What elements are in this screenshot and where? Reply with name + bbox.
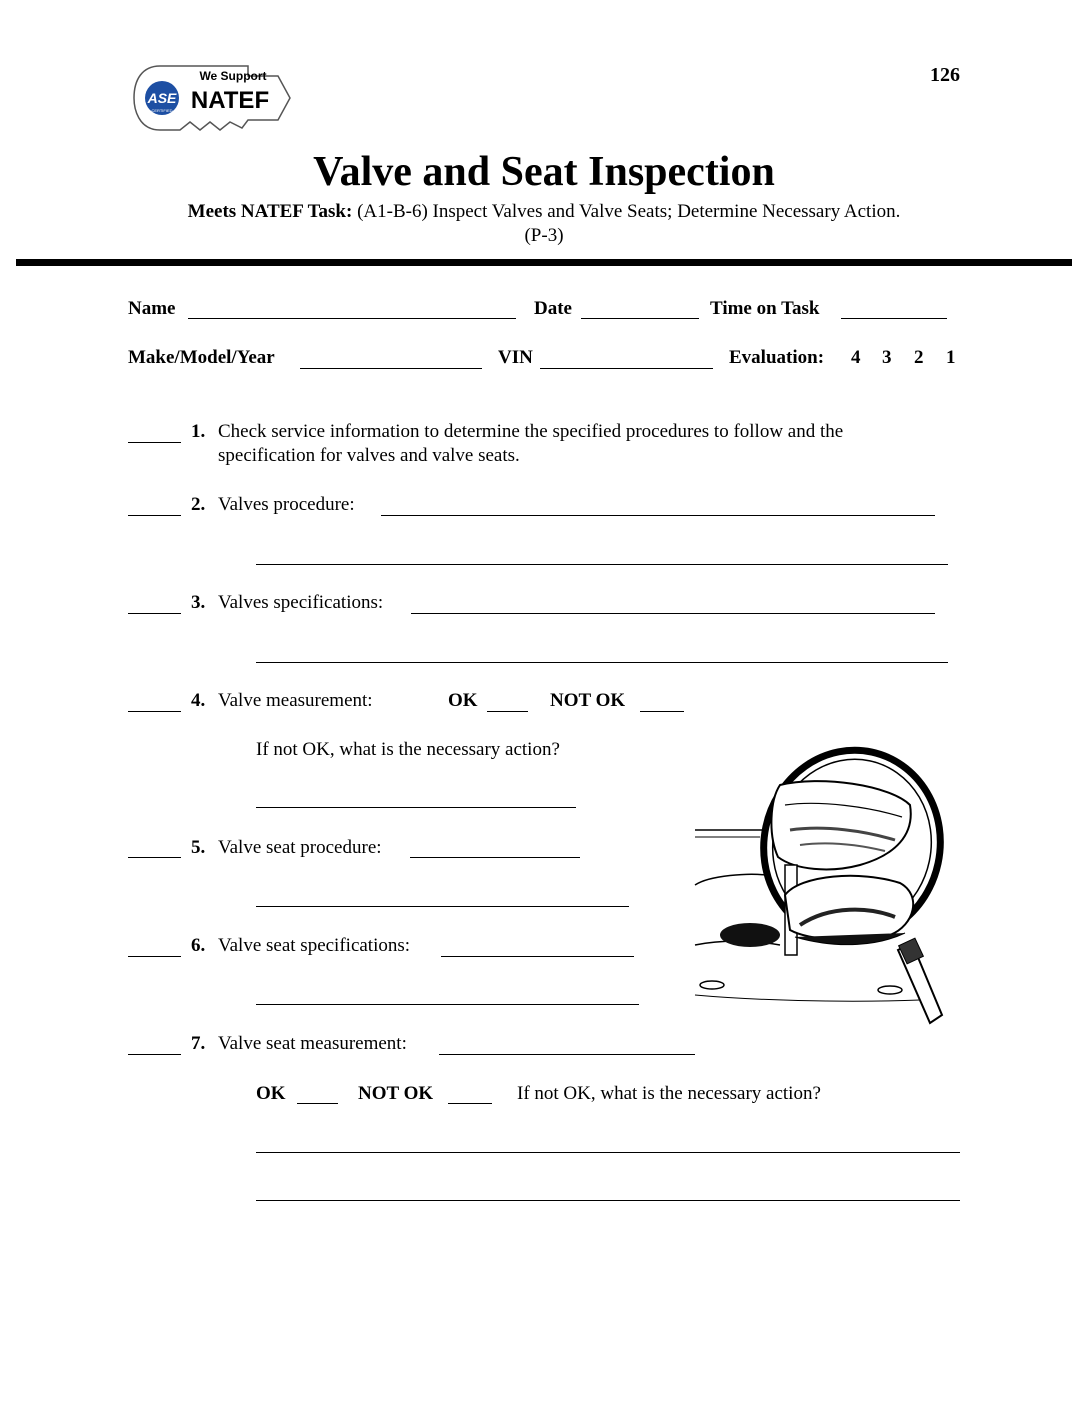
step-5-checkbox-line[interactable] <box>128 857 181 858</box>
step-4-not-ok-label: NOT OK <box>550 690 626 711</box>
step-7-checkbox-line[interactable] <box>128 1054 181 1055</box>
step-5-answer-line[interactable] <box>410 857 580 858</box>
task-label: Meets NATEF Task: <box>187 201 353 222</box>
step-6-checkbox-line[interactable] <box>128 956 181 957</box>
step-2-number: 2. <box>191 494 206 515</box>
evaluation-score-4[interactable]: 4 <box>851 347 861 368</box>
step-7-ok-field[interactable] <box>297 1103 338 1104</box>
page-title: Valve and Seat Inspection <box>313 149 775 195</box>
step-4-question: If not OK, what is the necessary action? <box>256 739 560 760</box>
step-7-not-ok-label: NOT OK <box>358 1083 434 1104</box>
step-6-text: Valve seat specifications: <box>218 935 411 956</box>
step-5-number: 5. <box>191 837 206 858</box>
evaluation-score-2[interactable]: 2 <box>914 347 924 368</box>
step-2-text: Valves procedure: <box>218 494 355 515</box>
step-4-checkbox-line[interactable] <box>128 711 181 712</box>
step-1-text-line2: specification for valves and valve seats. <box>218 445 520 466</box>
svg-text:CERTIFIED: CERTIFIED <box>151 108 173 113</box>
step-7-number: 7. <box>191 1033 206 1054</box>
task-description <box>0 200 1088 223</box>
step-6-number: 6. <box>191 935 206 956</box>
evaluation-score-1[interactable]: 1 <box>946 347 956 368</box>
step-1-checkbox-line[interactable] <box>128 442 181 443</box>
step-4-action-line[interactable] <box>256 807 576 808</box>
step-3-number: 3. <box>191 592 206 613</box>
step-2-answer-line-2[interactable] <box>256 564 948 565</box>
name-label: Name <box>128 298 176 319</box>
time-on-task-label: Time on Task <box>710 298 820 319</box>
step-7-text: Valve seat measurement: <box>218 1033 407 1054</box>
step-4-number: 4. <box>191 690 206 711</box>
date-field[interactable] <box>581 318 699 319</box>
svg-text:ASE: ASE <box>147 90 177 106</box>
magnifying-glass-valve-icon <box>690 745 945 1025</box>
step-4-ok-label: OK <box>448 690 478 711</box>
step-3-checkbox-line[interactable] <box>128 613 181 614</box>
step-2-checkbox-line[interactable] <box>128 515 181 516</box>
step-1-text: Check service information to determine the specified procedures to follow and the <box>218 421 844 442</box>
priority-label: (P-3) <box>524 225 564 246</box>
header-divider <box>16 259 1072 266</box>
step-5-answer-line-2[interactable] <box>256 906 629 907</box>
svg-text:We Support: We Support <box>199 69 267 83</box>
make-model-year-label: Make/Model/Year <box>128 347 275 368</box>
page-number: 126 <box>930 64 960 86</box>
step-7-question: If not OK, what is the necessary action? <box>517 1083 821 1104</box>
step-1-number: 1. <box>191 421 206 442</box>
svg-text:NATEF: NATEF <box>190 87 270 114</box>
name-field[interactable] <box>188 318 516 319</box>
step-6-answer-line[interactable] <box>441 956 634 957</box>
make-model-year-field[interactable] <box>300 368 482 369</box>
valve-magnifier-illustration <box>690 745 945 1025</box>
step-3-text: Valves specifications: <box>218 592 384 613</box>
step-7-not-ok-field[interactable] <box>448 1103 492 1104</box>
vin-label: VIN <box>498 347 533 368</box>
task-text: (A1-B-6) Inspect Valves and Valve Seats; Determine Necessary Action. <box>357 201 901 222</box>
step-7-action-line[interactable] <box>256 1152 960 1153</box>
step-7-ok-label: OK <box>256 1083 286 1104</box>
step-2-answer-line[interactable] <box>381 515 935 516</box>
step-4-not-ok-field[interactable] <box>640 711 684 712</box>
vin-field[interactable] <box>540 368 713 369</box>
step-5-text: Valve seat procedure: <box>218 837 382 858</box>
step-3-answer-line[interactable] <box>411 613 935 614</box>
natef-logo <box>130 58 295 146</box>
step-7-answer-line[interactable] <box>439 1054 695 1055</box>
step-3-answer-line-2[interactable] <box>256 662 948 663</box>
step-4-text: Valve measurement: <box>218 690 373 711</box>
time-on-task-field[interactable] <box>841 318 947 319</box>
step-4-ok-field[interactable] <box>487 711 528 712</box>
evaluation-label: Evaluation: <box>729 347 825 368</box>
ase-key-logo-icon <box>130 58 295 146</box>
step-7-action-line-2[interactable] <box>256 1200 960 1201</box>
date-label: Date <box>534 298 572 319</box>
evaluation-score-3[interactable]: 3 <box>882 347 892 368</box>
step-6-answer-line-2[interactable] <box>256 1004 639 1005</box>
